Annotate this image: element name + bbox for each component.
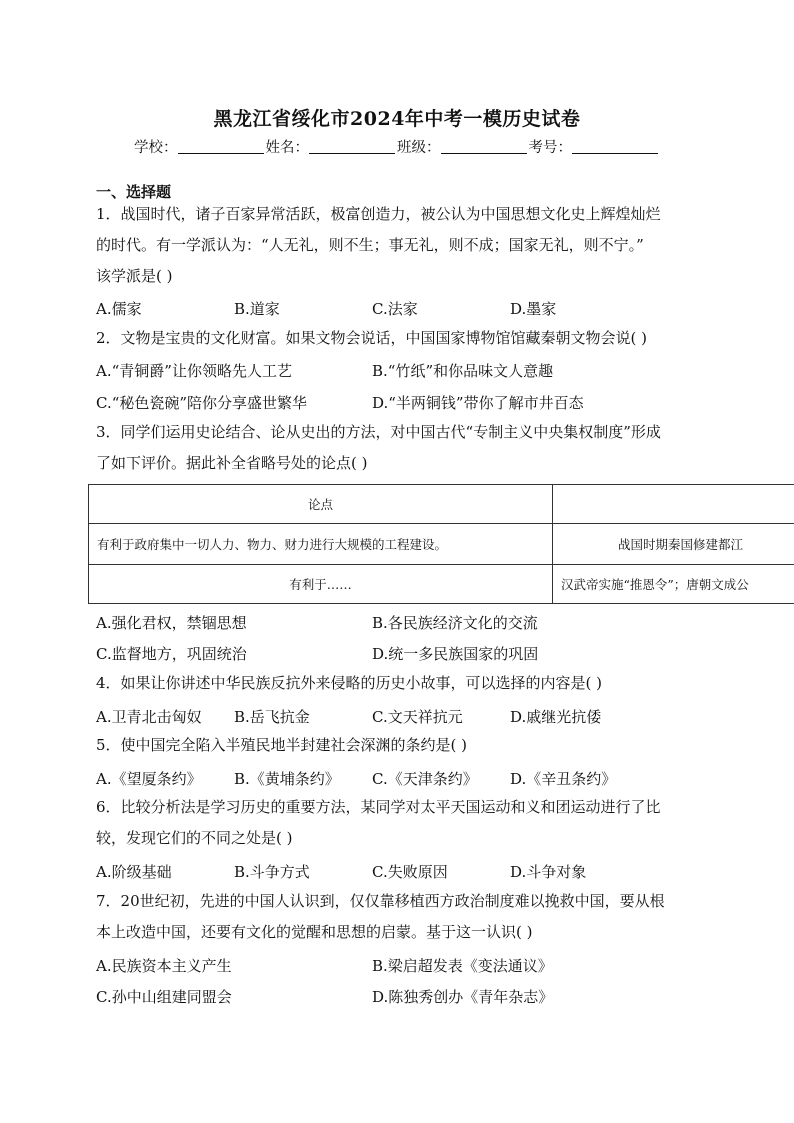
section-heading: 一、选择题 <box>96 183 172 201</box>
name-label: 姓名： <box>265 140 309 156</box>
option-b[interactable]: B.梁启超发表《变法通议》 <box>372 957 553 975</box>
question-line: 本上改造中国，还要有文化的觉醒和思想的启蒙。基于这一认识( ) <box>96 923 533 941</box>
option-c[interactable]: C.监督地方，巩固统治 <box>96 645 247 663</box>
option-b[interactable]: B.道家 <box>234 300 280 318</box>
question-line: 2．文物是宝贵的文化财富。如果文物会说话，中国国家博物馆馆藏秦朝文物会说( ) <box>96 329 648 347</box>
option-c[interactable]: C.法家 <box>372 300 418 318</box>
option-a[interactable]: A.《望厦条约》 <box>96 770 202 788</box>
option-c[interactable]: C.文天祥抗元 <box>372 708 463 726</box>
school-label: 学校： <box>134 140 178 156</box>
option-d[interactable]: D.统一多民族国家的巩固 <box>372 645 539 663</box>
question-line: 3．同学们运用史论结合、论从史出的方法，对中国古代“专制主义中央集权制度”形成 <box>96 423 661 441</box>
table-cell: 战国时期秦国修建都江 <box>553 524 794 565</box>
option-b[interactable]: B.斗争方式 <box>234 863 310 881</box>
question-line: 较，发现它们的不同之处是( ) <box>96 829 293 847</box>
option-a[interactable]: A.儒家 <box>96 300 142 318</box>
option-a[interactable]: A.“青铜爵”让你领略先人工艺 <box>96 362 292 380</box>
option-b[interactable]: B.各民族经济文化的交流 <box>372 614 538 632</box>
option-a[interactable]: A.民族资本主义产生 <box>96 957 232 975</box>
option-c[interactable]: C.“秘色瓷碗”陪你分享盛世繁华 <box>96 394 308 412</box>
table-row <box>89 565 794 604</box>
table-header-row <box>89 485 794 524</box>
option-d[interactable]: D.斗争对象 <box>510 863 587 881</box>
option-b[interactable]: B.《黄埔条约》 <box>234 770 340 788</box>
question-line: 4．如果让你讲述中华民族反抗外来侵略的历史小故事，可以选择的内容是( ) <box>96 674 603 692</box>
option-a[interactable]: A.阶级基础 <box>96 863 172 881</box>
question-line: 7．20世纪初，先进的中国人认识到，仅仅靠移植西方政治制度难以挽救中国，要从根 <box>96 892 665 910</box>
exam-title: 黑龙江省绥化市2024年中考一模历史试卷 <box>213 108 581 130</box>
question-line: 6．比较分析法是学习历史的重要方法，某同学对太平天国运动和义和团运动进行了比 <box>96 798 661 816</box>
option-a[interactable]: A.卫青北击匈奴 <box>96 708 202 726</box>
option-c[interactable]: C.孙中山组建同盟会 <box>96 988 232 1006</box>
option-d[interactable]: D.陈独秀创办《青年杂志》 <box>372 988 554 1006</box>
option-b[interactable]: B.岳飞抗金 <box>234 708 310 726</box>
class-label: 班级： <box>397 140 441 156</box>
exam-no-label: 考号： <box>528 140 572 156</box>
argument-table <box>88 484 794 604</box>
table-header-cell <box>553 485 794 524</box>
option-b[interactable]: B.“竹纸”和你品味文人意趣 <box>372 362 554 380</box>
table-row <box>89 524 794 565</box>
question-line: 该学派是( ) <box>96 267 173 285</box>
table-header-cell: 论点 <box>89 485 553 524</box>
question-4 <box>96 668 696 699</box>
question-line: 了如下评价。据此补全省略号处的论点( ) <box>96 454 368 472</box>
table-cell: 有利于政府集中一切人力、物力、财力进行大规模的工程建设。 <box>89 524 553 565</box>
question-5 <box>96 730 696 761</box>
table-cell: 汉武帝实施“推恩令”；唐朝文成公 <box>553 565 794 604</box>
option-a[interactable]: A.强化君权，禁锢思想 <box>96 614 247 632</box>
option-c[interactable]: C.《天津条约》 <box>372 770 478 788</box>
question-6 <box>96 792 696 854</box>
question-line: 5．使中国完全陷入半殖民地半封建社会深渊的条约是( ) <box>96 736 468 754</box>
option-c[interactable]: C.失败原因 <box>372 863 448 881</box>
table-cell: 有利于…… <box>89 565 553 604</box>
option-d[interactable]: D.《辛丑条约》 <box>510 770 617 788</box>
question-line: 1．战国时代，诸子百家异常活跃，极富创造力，被公认为中国思想文化史上辉煌灿烂 <box>96 205 661 223</box>
option-d[interactable]: D.戚继光抗倭 <box>510 708 602 726</box>
question-line: 的时代。有一学派认为：“人无礼，则不生；事无礼，则不成；国家无礼，则不宁。” <box>96 236 644 254</box>
option-d[interactable]: D.墨家 <box>510 300 557 318</box>
option-d[interactable]: D.“半两铜钱”带你了解市井百态 <box>372 394 584 412</box>
question-7 <box>96 886 696 948</box>
